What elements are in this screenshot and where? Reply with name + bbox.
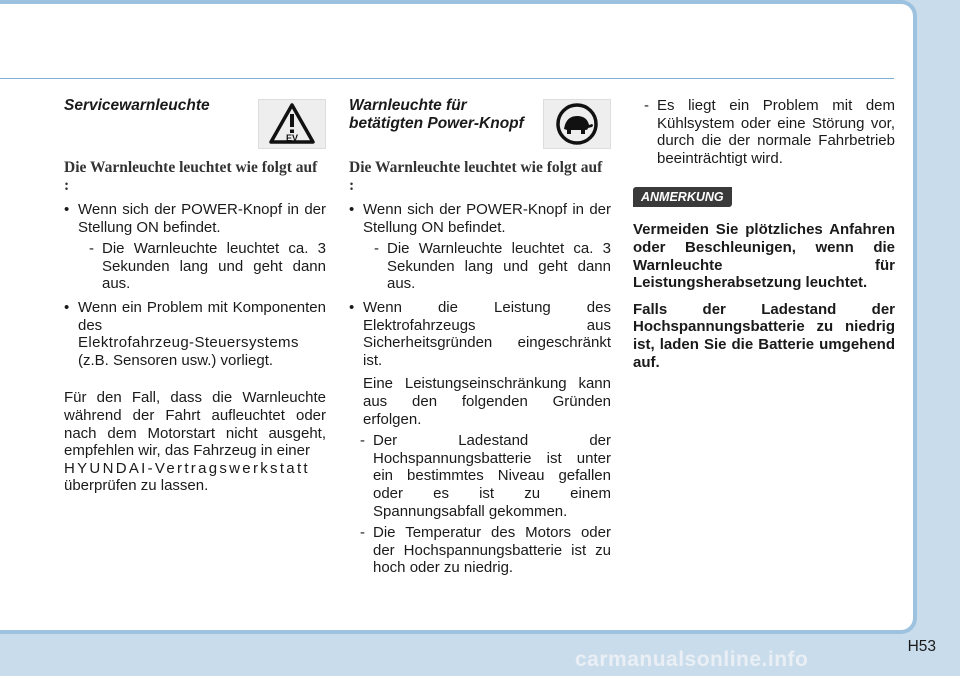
page-number: H53 xyxy=(907,638,936,655)
header-rule xyxy=(0,78,894,79)
bullet-item xyxy=(64,299,326,369)
bullet-text-line: Elektrofahrzeug-Steuersystems xyxy=(78,334,299,352)
turtle-icon xyxy=(554,103,600,145)
dash-text: Der Ladestand der Hochspannungsbatterie ist unter ein bestimmtes Niveau gefallen oder es ist zu einem Spannungsabfall gekommen. xyxy=(373,432,611,520)
paragraph-text: Für den Fall, dass die Warnleuchte während der Fahrt aufleuchtet oder nach dem Motorstart nicht ausgeht, empfehlen wir, das Fahrzeug in einer xyxy=(64,389,326,460)
dash-text: Die Temperatur des Motors oder der Hochspannungsbatterie ist zu hoch oder zu niedrig. xyxy=(373,524,611,577)
column-note xyxy=(633,97,895,380)
dash-mark: - xyxy=(89,240,94,258)
dash-text: Die Warnleuchte leuchtet ca. 3 Sekunden lang und geht dann aus. xyxy=(102,240,326,293)
bullet-text-line: (z.B. Sensoren usw.) vorliegt. xyxy=(78,351,274,369)
note-badge: ANMERKUNG xyxy=(633,187,732,207)
dash-item xyxy=(349,524,611,577)
section-heading xyxy=(349,97,524,133)
bullet-text: Wenn die Leistung des Elektrofahrzeugs aus Sicherheitsgründen eingeschränkt ist. xyxy=(363,298,611,369)
dash-mark: - xyxy=(644,97,649,114)
dash-item xyxy=(78,240,326,293)
paragraph-text: HYUNDAI-Vertragswerkstatt xyxy=(64,459,310,477)
bullet-item xyxy=(349,201,611,293)
column-service-warning xyxy=(64,97,326,495)
heading-line: Warnleuchte für xyxy=(349,97,467,114)
indented-paragraph: Eine Leistungseinschränkung kann aus den folgenden Gründen erfolgen. xyxy=(363,375,611,428)
ev-warning-icon-box xyxy=(258,99,326,149)
bullet-text-line: • Wenn ein Problem mit Komponenten des xyxy=(78,298,326,334)
column-power-limit-warning xyxy=(349,97,611,581)
ev-icon-label: EV xyxy=(285,133,299,143)
subheading: Die Warnleuchte leuchtet wie folgt auf : xyxy=(349,159,603,194)
paragraph-text: überprüfen zu lassen. xyxy=(64,477,209,495)
note-paragraph: Vermeiden Sie plötzliches Anfahren oder Beschleunigen, wenn die Warnleuchte für Leistungsherabsetzung leuchtet. xyxy=(633,221,895,292)
bullet-item xyxy=(64,201,326,293)
dash-text: Es liegt ein Problem mit dem Kühlsystem oder eine Störung vor, durch die der normale Fahrbetrieb beeinträchtigt wird. xyxy=(657,97,895,167)
dash-text: Die Warnleuchte leuchtet ca. 3 Sekunden lang und geht dann aus. xyxy=(387,240,611,293)
subheading: Die Warnleuchte leuchtet wie folgt auf : xyxy=(64,159,318,194)
dash-mark: - xyxy=(374,240,379,258)
heading-row xyxy=(64,97,326,151)
bullet-item xyxy=(349,299,611,369)
body-paragraph xyxy=(64,389,326,495)
dash-mark: - xyxy=(360,432,365,450)
dash-item xyxy=(349,432,611,520)
note-paragraph: Falls der Ladestand der Hochspannungsbatterie zu niedrig ist, laden Sie die Batterie umgehend auf. xyxy=(633,300,895,371)
dash-item xyxy=(633,97,895,167)
watermark: carmanualsonline.info xyxy=(575,648,809,671)
turtle-icon-box xyxy=(543,99,611,149)
heading-row xyxy=(349,97,611,151)
dash-mark: - xyxy=(360,524,365,542)
bullet-text: Wenn sich der POWER-Knopf in der Stellung ON befindet. xyxy=(363,201,611,236)
ev-warning-triangle-icon xyxy=(268,102,316,146)
bullet-text: Wenn sich der POWER-Knopf in der Stellung ON befindet. xyxy=(78,201,326,236)
heading-line: betätigten Power-Knopf xyxy=(349,115,524,132)
dash-item xyxy=(363,240,611,293)
section-heading: Servicewarnleuchte xyxy=(64,97,210,114)
